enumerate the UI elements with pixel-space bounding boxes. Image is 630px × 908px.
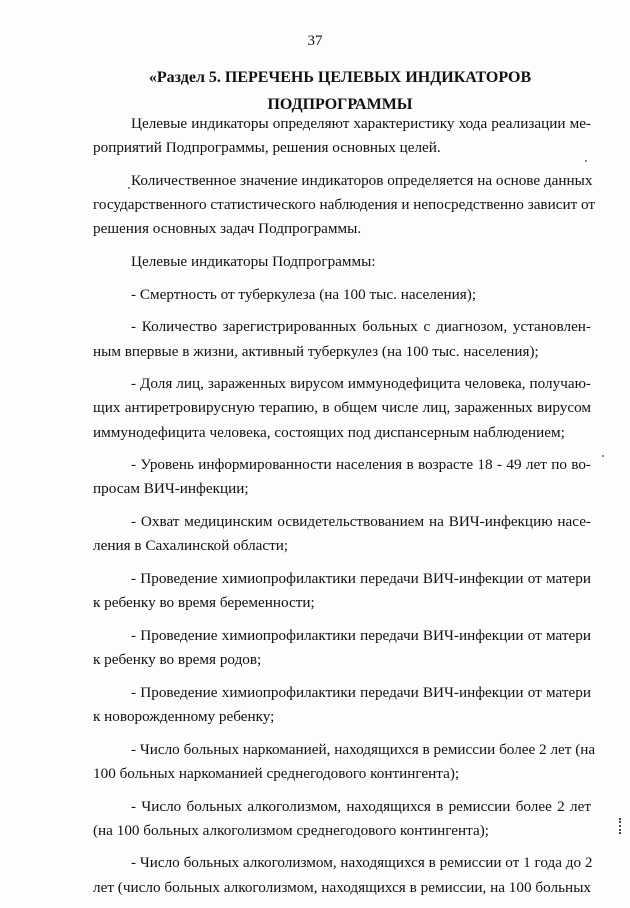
text-line: Целевые индикаторы определяют характеристику хода реализации ме-	[131, 115, 591, 132]
text-line: - Проведение химиопрофилактики передачи ВИЧ-инфекции от матери	[131, 626, 591, 644]
text-line: решения основных задач Подпрограммы.	[93, 220, 362, 238]
paragraph	[93, 624, 591, 672]
scan-speck	[602, 455, 604, 457]
text-line: (на 100 больных алкоголизмом среднегодового контингента);	[93, 821, 490, 839]
text-line: к новорожденному ребенку;	[93, 707, 275, 725]
section-heading	[90, 64, 590, 118]
text-line: - Уровень информированности населения в возрасте 18 - 49 лет по во-	[131, 456, 591, 474]
section-heading-line-2: ПОДПРОГРАММЫ	[267, 96, 413, 113]
text-line: просам ВИЧ-инфекции;	[93, 480, 249, 498]
paragraph	[93, 510, 591, 558]
paragraph	[93, 112, 591, 160]
document-body	[93, 112, 596, 908]
text-line: - Смертность от туберкулеза (на 100 тыс. населения);	[131, 285, 477, 303]
paragraph	[93, 567, 591, 615]
text-line: лет (число больных алкоголизмом, находящихся в ремиссии, на 100 больных	[93, 878, 591, 896]
text-line: - Число больных наркоманией, находящихся в ремиссии более 2 лет (на	[131, 740, 596, 758]
paragraph	[93, 795, 591, 843]
scan-artifact	[619, 818, 624, 834]
paragraph	[93, 169, 596, 242]
paragraph	[93, 738, 596, 786]
text-line: Целевые индикаторы Подпрограммы:	[131, 252, 376, 270]
text-line: роприятий Подпрограммы, решения основных целей.	[93, 139, 441, 157]
section-heading-line-1: «Раздел 5. ПЕРЕЧЕНЬ ЦЕЛЕВЫХ ИНДИКАТОРОВ	[148, 69, 532, 86]
text-line: щих антиретровирусную терапию, в общем числе лиц, зараженных вирусом	[93, 399, 591, 417]
text-line: к ребенку во время родов;	[93, 651, 262, 669]
text-line: - Проведение химиопрофилактики передачи ВИЧ-инфекции от матери	[131, 570, 591, 587]
paragraph	[93, 283, 591, 307]
paragraph	[93, 372, 591, 445]
paragraph	[93, 851, 591, 899]
text-line: к ребенку во время беременности;	[93, 594, 315, 612]
text-line: государственного статистического наблюдения и непосредственно зависит от	[93, 196, 596, 214]
paragraph	[93, 453, 591, 501]
paragraph	[93, 250, 591, 274]
scan-speck	[585, 160, 587, 162]
paragraph	[93, 681, 591, 729]
text-line: - Охват медицинским освидетельствованием на ВИЧ-инфекцию насе-	[131, 513, 591, 531]
page-number: 37	[307, 33, 323, 49]
text-line: - Число больных алкоголизмом, находящихся в ремиссии от 1 года до 2	[131, 854, 593, 872]
text-line: - Количество зарегистрированных больных с диагнозом, установлен-	[131, 318, 591, 336]
text-line: ления в Сахалинской области;	[93, 537, 289, 555]
paragraph	[93, 315, 591, 363]
text-line: иммунодефицита человека, состоящих под диспансерным наблюдением;	[93, 423, 565, 441]
text-line: ным впервые в жизни, активный туберкулез (на 100 тыс. населения);	[93, 342, 539, 360]
text-line: - Проведение химиопрофилактики передачи ВИЧ-инфекции от матери	[131, 683, 591, 701]
text-line: - Доля лиц, зараженных вирусом иммунодефицита человека, получаю-	[131, 375, 591, 393]
text-line: 100 больных наркоманией среднегодового контингента);	[93, 764, 460, 782]
text-line: Количественное значение индикаторов определяется на основе данных	[131, 171, 593, 189]
scan-speck	[128, 187, 130, 189]
text-line: - Число больных алкоголизмом, находящихся в ремиссии более 2 лет	[131, 797, 591, 815]
